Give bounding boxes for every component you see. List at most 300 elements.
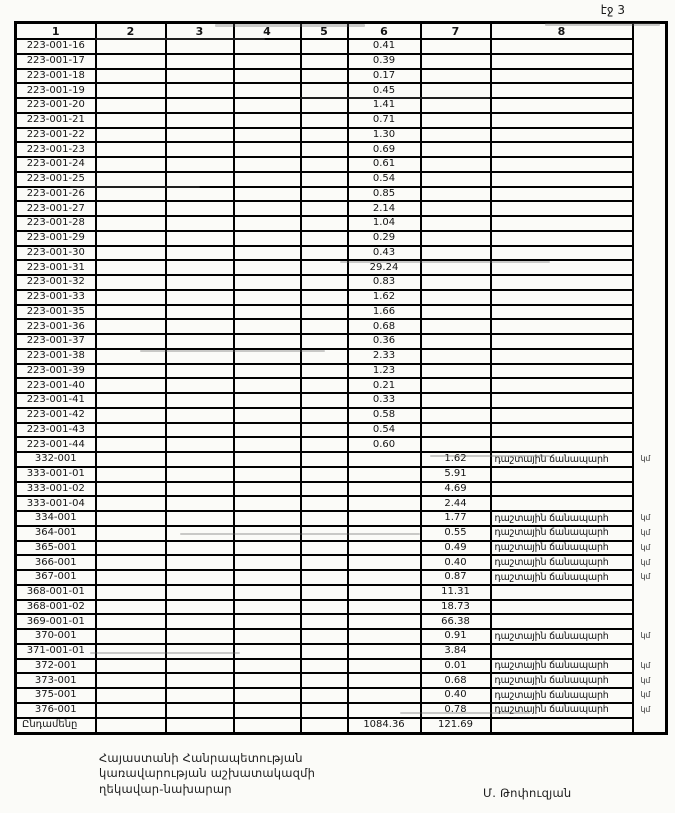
cell-road-type (491, 246, 633, 261)
cell-unit-note (633, 201, 667, 216)
cell-road-type (491, 600, 633, 615)
cell-road-code: 223-001-31 (16, 260, 96, 275)
cell-unit-note: կմ (640, 572, 651, 582)
cell-road-type (491, 496, 633, 511)
total-col7: 121.69 (421, 718, 491, 734)
cell-unit-note (633, 128, 667, 143)
cell-empty (234, 408, 301, 423)
cell-length-col7: 0.87 (421, 570, 491, 585)
cell-empty (96, 452, 166, 467)
cell-empty (301, 511, 348, 526)
cell-empty (166, 496, 234, 511)
cell-empty (166, 614, 234, 629)
column-header: 4 (234, 23, 301, 40)
cell-length-col7: 1.62 (421, 452, 491, 467)
road-register-table (14, 21, 668, 735)
cell-empty (234, 98, 301, 113)
cell-road-code: 332-001 (16, 452, 96, 467)
table-row (16, 482, 667, 497)
cell-unit-note (633, 142, 667, 157)
table-row (16, 98, 667, 113)
cell-empty (234, 172, 301, 187)
cell-empty (234, 113, 301, 128)
cell-empty (234, 378, 301, 393)
cell-empty (301, 629, 348, 644)
cell-road-type (491, 334, 633, 349)
cell-empty (301, 113, 348, 128)
cell-empty (301, 423, 348, 438)
cell-empty (234, 496, 301, 511)
table-row (16, 511, 667, 526)
cell-empty (301, 673, 348, 688)
cell-length-col6 (348, 629, 421, 644)
cell-empty (301, 319, 348, 334)
cell-empty (96, 482, 166, 497)
cell-empty (234, 142, 301, 157)
cell-road-type (491, 113, 633, 128)
org-line-1: Հայաստանի Հանրապետության (99, 751, 303, 765)
table-row (16, 157, 667, 172)
cell-empty (166, 408, 234, 423)
cell-empty (301, 378, 348, 393)
cell-empty (96, 128, 166, 143)
cell-road-code: 223-001-35 (16, 305, 96, 320)
cell-length-col6: 0.33 (348, 393, 421, 408)
table-row (16, 172, 667, 187)
cell-empty (166, 246, 234, 261)
column-header: 1 (16, 23, 96, 40)
cell-length-col6 (348, 585, 421, 600)
table-body (16, 39, 667, 734)
cell-empty (234, 393, 301, 408)
cell-empty (166, 600, 234, 615)
table-row (16, 142, 667, 157)
cell-empty (301, 349, 348, 364)
cell-road-code: 368-001-02 (16, 600, 96, 615)
cell-empty (301, 142, 348, 157)
cell-empty (96, 187, 166, 202)
cell-empty (234, 644, 301, 659)
table-row (16, 541, 667, 556)
cell-road-type (491, 467, 633, 482)
cell-empty (166, 39, 234, 54)
cell-road-code: 365-001 (16, 541, 96, 556)
cell-road-type (491, 305, 633, 320)
cell-unit-note (633, 290, 667, 305)
cell-empty (96, 585, 166, 600)
cell-road-type (491, 437, 633, 452)
cell-empty (166, 128, 234, 143)
cell-unit-note (633, 319, 667, 334)
cell-road-code: 367-001 (16, 570, 96, 585)
cell-length-col7: 5.91 (421, 467, 491, 482)
cell-empty (234, 541, 301, 556)
cell-road-code: 223-001-24 (16, 157, 96, 172)
table-row (16, 275, 667, 290)
table-row (16, 54, 667, 69)
cell-length-col6: 0.58 (348, 408, 421, 423)
cell-length-col6: 0.45 (348, 83, 421, 98)
cell-length-col6: 0.43 (348, 246, 421, 261)
cell-length-col6 (348, 673, 421, 688)
cell-empty (96, 614, 166, 629)
cell-empty (96, 290, 166, 305)
cell-length-col7 (421, 98, 491, 113)
cell-empty (96, 201, 166, 216)
cell-length-col7: 18.73 (421, 600, 491, 615)
cell-empty (96, 246, 166, 261)
cell-road-type (491, 231, 633, 246)
cell-empty (96, 157, 166, 172)
cell-unit-note (633, 39, 667, 54)
cell-empty (96, 364, 166, 379)
table-row (16, 644, 667, 659)
cell-empty (96, 659, 166, 674)
cell-unit-note: կմ (640, 542, 651, 552)
cell-length-col7 (421, 437, 491, 452)
cell-length-col6: 0.39 (348, 54, 421, 69)
cell-road-type (491, 157, 633, 172)
cell-length-col6: 1.41 (348, 98, 421, 113)
cell-unit-note (633, 98, 667, 113)
cell-length-col7 (421, 187, 491, 202)
cell-empty (96, 718, 166, 734)
cell-length-col6 (348, 452, 421, 467)
cell-empty (96, 423, 166, 438)
table-row (16, 319, 667, 334)
cell-empty (96, 467, 166, 482)
cell-empty (96, 526, 166, 541)
cell-empty (96, 393, 166, 408)
cell-length-col6: 0.85 (348, 187, 421, 202)
cell-length-col6 (348, 688, 421, 703)
cell-length-col7: 0.49 (421, 541, 491, 556)
cell-length-col7 (421, 260, 491, 275)
cell-unit-note (633, 585, 667, 600)
cell-empty (96, 408, 166, 423)
table-row (16, 467, 667, 482)
cell-length-col7: 0.01 (421, 659, 491, 674)
cell-empty (96, 39, 166, 54)
table-row (16, 364, 667, 379)
cell-length-col7 (421, 408, 491, 423)
cell-empty (301, 570, 348, 585)
cell-unit-note (633, 644, 667, 659)
cell-empty (301, 39, 348, 54)
table-row (16, 570, 667, 585)
cell-empty (96, 437, 166, 452)
cell-unit-note: կմ (640, 454, 651, 464)
cell-empty (166, 437, 234, 452)
cell-road-code: 223-001-39 (16, 364, 96, 379)
cell-empty (96, 69, 166, 84)
cell-road-type (491, 290, 633, 305)
cell-empty (301, 275, 348, 290)
cell-road-code: 223-001-19 (16, 83, 96, 98)
cell-road-code: 333-001-01 (16, 467, 96, 482)
cell-length-col6: 0.21 (348, 378, 421, 393)
cell-road-type: դաշտային ճանապարհ (491, 629, 633, 644)
table-row (16, 83, 667, 98)
cell-empty (234, 305, 301, 320)
table-row (16, 585, 667, 600)
cell-empty (234, 614, 301, 629)
cell-empty (96, 644, 166, 659)
cell-length-col6 (348, 600, 421, 615)
cell-length-col6: 1.66 (348, 305, 421, 320)
cell-length-col6: 0.36 (348, 334, 421, 349)
cell-length-col6: 0.29 (348, 231, 421, 246)
cell-road-type (491, 585, 633, 600)
cell-length-col6 (348, 614, 421, 629)
cell-road-code: 375-001 (16, 688, 96, 703)
cell-empty (166, 526, 234, 541)
cell-unit-note (633, 437, 667, 452)
cell-empty (166, 290, 234, 305)
table-row (16, 378, 667, 393)
cell-length-col7: 0.55 (421, 526, 491, 541)
cell-road-type (491, 216, 633, 231)
cell-unit-note (633, 216, 667, 231)
cell-length-col6 (348, 467, 421, 482)
cell-length-col6: 0.71 (348, 113, 421, 128)
cell-road-type (491, 614, 633, 629)
cell-unit-note (633, 614, 667, 629)
cell-road-code: 223-001-21 (16, 113, 96, 128)
cell-length-col7 (421, 128, 491, 143)
cell-length-col7: 0.78 (421, 703, 491, 718)
cell-empty (96, 688, 166, 703)
table-row (16, 614, 667, 629)
cell-road-code: 223-001-28 (16, 216, 96, 231)
cell-road-type (491, 201, 633, 216)
cell-length-col6: 0.54 (348, 423, 421, 438)
cell-empty (301, 231, 348, 246)
column-header: 7 (421, 23, 491, 40)
cell-unit-note (633, 83, 667, 98)
cell-length-col6: 0.41 (348, 39, 421, 54)
cell-road-type: դաշտային ճանապարհ (491, 555, 633, 570)
cell-road-code: 369-001-01 (16, 614, 96, 629)
cell-length-col7: 3.84 (421, 644, 491, 659)
cell-length-col6: 0.83 (348, 275, 421, 290)
cell-empty (96, 570, 166, 585)
table-row (16, 39, 667, 54)
cell-unit-note (633, 54, 667, 69)
total-row (16, 718, 667, 734)
cell-length-col7: 0.40 (421, 688, 491, 703)
cell-road-code: 223-001-20 (16, 98, 96, 113)
cell-road-type (491, 69, 633, 84)
cell-length-col7 (421, 364, 491, 379)
cell-road-code: 223-001-23 (16, 142, 96, 157)
cell-empty (234, 83, 301, 98)
cell-empty (301, 54, 348, 69)
cell-empty (301, 703, 348, 718)
cell-empty (301, 452, 348, 467)
cell-road-code: 223-001-25 (16, 172, 96, 187)
cell-road-code: 366-001 (16, 555, 96, 570)
cell-road-code: 223-001-27 (16, 201, 96, 216)
table-row (16, 305, 667, 320)
cell-road-code: 364-001 (16, 526, 96, 541)
cell-length-col7 (421, 378, 491, 393)
org-line-2: կառավարության աշխատակազմի (99, 766, 316, 781)
cell-empty (166, 349, 234, 364)
cell-empty (166, 644, 234, 659)
cell-empty (234, 69, 301, 84)
cell-unit-note (633, 364, 667, 379)
cell-empty (96, 673, 166, 688)
cell-empty (234, 585, 301, 600)
cell-road-type (491, 187, 633, 202)
cell-empty (96, 216, 166, 231)
cell-empty (166, 482, 234, 497)
cell-length-col6 (348, 644, 421, 659)
cell-empty (96, 703, 166, 718)
cell-empty (96, 305, 166, 320)
cell-empty (166, 69, 234, 84)
cell-road-type (491, 319, 633, 334)
total-label: Ընդամենը (16, 718, 96, 734)
table-row (16, 246, 667, 261)
org-line-3: ղեկավար-նախարար (99, 781, 232, 796)
cell-road-type: դաշտային ճանապարհ (491, 703, 633, 718)
table-row (16, 393, 667, 408)
cell-unit-note (633, 496, 667, 511)
cell-empty (234, 216, 301, 231)
cell-road-type: դաշտային ճանապարհ (491, 526, 633, 541)
cell-empty (301, 364, 348, 379)
cell-empty (234, 511, 301, 526)
cell-length-col6: 0.61 (348, 157, 421, 172)
cell-length-col6: 0.17 (348, 69, 421, 84)
table-row (16, 128, 667, 143)
column-header: 6 (348, 23, 421, 40)
cell-length-col7: 2.44 (421, 496, 491, 511)
cell-length-col6: 0.54 (348, 172, 421, 187)
cell-empty (234, 718, 301, 734)
table-row (16, 349, 667, 364)
cell-road-code: 223-001-37 (16, 334, 96, 349)
cell-empty (234, 128, 301, 143)
header-margin-spacer (633, 23, 667, 40)
cell-empty (96, 378, 166, 393)
cell-empty (301, 216, 348, 231)
cell-empty (166, 555, 234, 570)
cell-empty (166, 423, 234, 438)
cell-unit-note (633, 334, 667, 349)
cell-length-col6: 0.60 (348, 437, 421, 452)
cell-empty (166, 216, 234, 231)
column-header: 5 (301, 23, 348, 40)
cell-empty (301, 585, 348, 600)
cell-length-col6: 0.69 (348, 142, 421, 157)
cell-road-type (491, 128, 633, 143)
cell-empty (166, 157, 234, 172)
cell-empty (96, 511, 166, 526)
cell-empty (166, 172, 234, 187)
cell-road-type (491, 172, 633, 187)
cell-empty (234, 703, 301, 718)
cell-road-code: 223-001-40 (16, 378, 96, 393)
cell-empty (234, 319, 301, 334)
table-row (16, 423, 667, 438)
cell-empty (166, 570, 234, 585)
column-header: 3 (166, 23, 234, 40)
cell-road-code: 368-001-01 (16, 585, 96, 600)
cell-empty (166, 364, 234, 379)
cell-empty (166, 673, 234, 688)
cell-length-col6 (348, 570, 421, 585)
cell-unit-note (633, 423, 667, 438)
cell-road-type (491, 39, 633, 54)
cell-unit-note: կմ (640, 528, 651, 538)
cell-empty (96, 541, 166, 556)
cell-road-code: 370-001 (16, 629, 96, 644)
table-header (16, 23, 667, 40)
cell-unit-note: կմ (640, 705, 651, 715)
cell-road-code: 223-001-33 (16, 290, 96, 305)
cell-road-code: 371-001-01 (16, 644, 96, 659)
cell-empty (96, 260, 166, 275)
signatory-name: Մ. Թոփուզյան (483, 786, 572, 800)
cell-road-type (491, 378, 633, 393)
cell-unit-note: կմ (640, 557, 651, 567)
cell-length-col7 (421, 334, 491, 349)
cell-road-code: 223-001-43 (16, 423, 96, 438)
cell-empty (166, 319, 234, 334)
table-row (16, 555, 667, 570)
cell-empty (301, 408, 348, 423)
table-row (16, 231, 667, 246)
cell-empty (301, 688, 348, 703)
cell-empty (166, 98, 234, 113)
cell-empty (234, 467, 301, 482)
cell-empty (166, 688, 234, 703)
table-row (16, 659, 667, 674)
cell-empty (96, 172, 166, 187)
cell-empty (96, 113, 166, 128)
cell-empty (301, 157, 348, 172)
cell-road-type: դաշտային ճանապարհ (491, 452, 633, 467)
cell-empty (301, 659, 348, 674)
cell-length-col7 (421, 39, 491, 54)
table-row (16, 629, 667, 644)
cell-length-col7 (421, 83, 491, 98)
table-row (16, 334, 667, 349)
cell-empty (301, 305, 348, 320)
cell-unit-note: կմ (640, 690, 651, 700)
cell-unit-note (633, 172, 667, 187)
cell-length-col6: 1.30 (348, 128, 421, 143)
cell-road-type: դաշտային ճանապարհ (491, 659, 633, 674)
cell-unit-note (633, 231, 667, 246)
cell-road-code: 223-001-26 (16, 187, 96, 202)
cell-road-code: 223-001-41 (16, 393, 96, 408)
cell-empty (234, 688, 301, 703)
cell-length-col6 (348, 511, 421, 526)
table-row (16, 600, 667, 615)
cell-empty (96, 231, 166, 246)
cell-road-code: 223-001-18 (16, 69, 96, 84)
signature-title-block (99, 751, 315, 797)
cell-length-col7: 11.31 (421, 585, 491, 600)
cell-empty (166, 187, 234, 202)
cell-road-type: դաշտային ճանապարհ (491, 541, 633, 556)
cell-empty (166, 201, 234, 216)
cell-road-code: 223-001-29 (16, 231, 96, 246)
